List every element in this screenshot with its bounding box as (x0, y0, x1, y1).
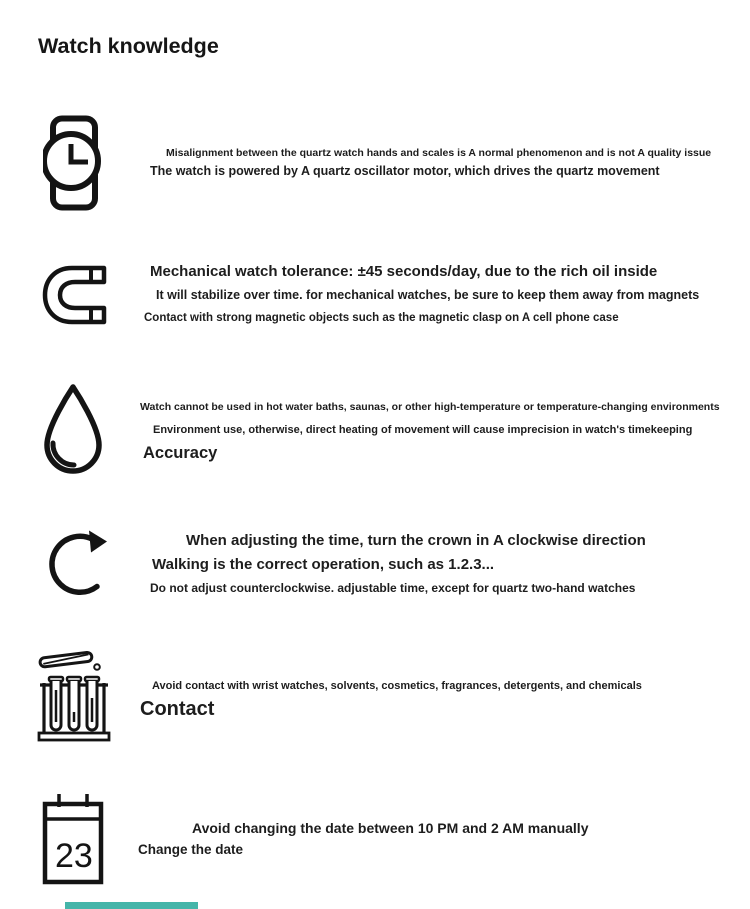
calendar-icon (42, 791, 104, 885)
environment-line: Environment use, otherwise, direct heating of movement will cause imprecision in watch's timekeeping (153, 424, 693, 436)
change-date-heading: Change the date (138, 842, 244, 857)
calendar-day-number: 23 (55, 837, 93, 875)
page-title: Watch knowledge (38, 34, 219, 58)
magnetic-contact-line: Contact with strong magnetic objects such as the magnetic clasp on A cell phone case (144, 312, 619, 324)
avoid-chemicals-line: Avoid contact with wrist watches, solvents, cosmetics, fragrances, detergents, and chemicals (152, 680, 642, 692)
stabilize-line: It will stabilize over time. for mechanical watches, be sure to keep them away from magnets (156, 288, 700, 302)
quartz-movement-line: The watch is powered by A quartz oscillator motor, which drives the quartz movement (150, 164, 660, 178)
magnet-icon (42, 265, 108, 325)
walking-operation-line: Walking is the correct operation, such as 1.2.3... (152, 556, 495, 573)
contact-heading: Contact (140, 698, 215, 720)
counterclockwise-warning-line: Do not adjust counterclockwise. adjustable time, except for quartz two-hand watches (150, 581, 636, 595)
accuracy-heading: Accuracy (143, 444, 218, 462)
crown-clockwise-line: When adjusting the time, turn the crown in A clockwise direction (186, 532, 646, 549)
quartz-note-line: Misalignment between the quartz watch hands and scales is A normal phenomenon and is not A quality issue (166, 147, 712, 159)
tolerance-line: Mechanical watch tolerance: ±45 seconds/day, due to the rich oil inside (150, 263, 658, 280)
water-drop-icon (40, 383, 106, 477)
clockwise-arrow-icon (41, 521, 109, 600)
date-change-warning-line: Avoid changing the date between 10 PM and 2 AM manually (192, 820, 589, 836)
accent-bar (65, 902, 198, 909)
watch-icon (43, 115, 103, 211)
test-tubes-icon (37, 646, 111, 744)
hot-water-line: Watch cannot be used in hot water baths, saunas, or other high-temperature or temperature-changing environments (140, 401, 720, 413)
